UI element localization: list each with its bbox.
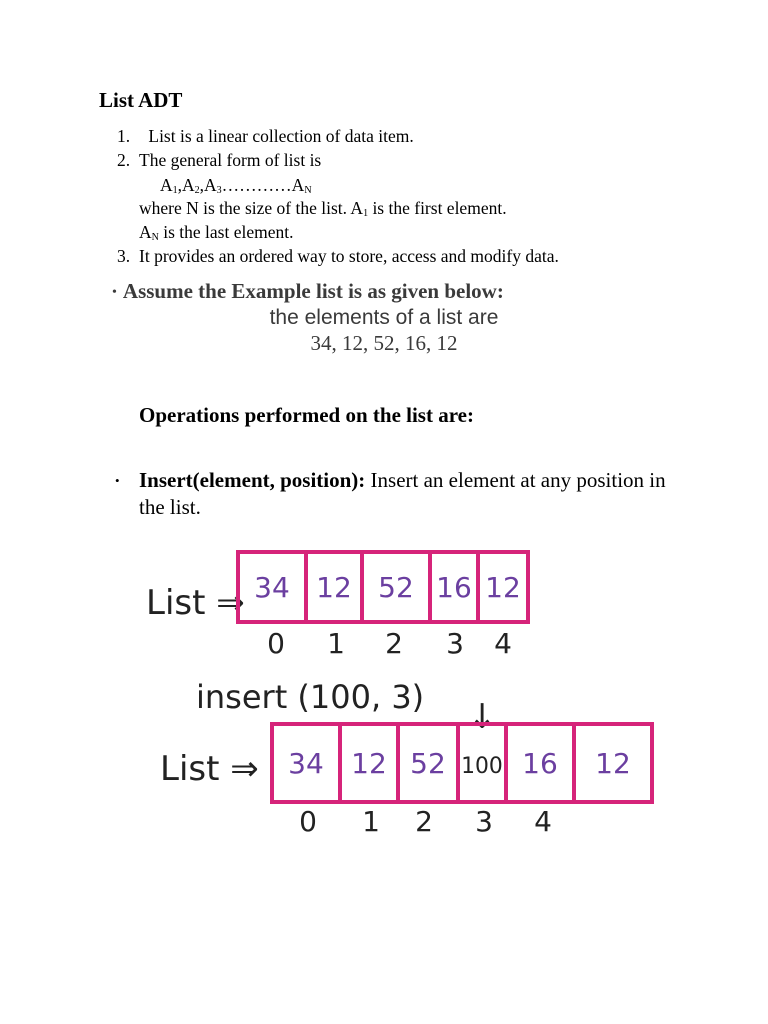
list-index-label: 0: [267, 627, 285, 660]
insert-call-text: insert (100, 3): [196, 678, 425, 716]
last-element-line: $A_N$ is the last element.: [139, 222, 294, 243]
item-text: The general form of list is: [139, 150, 322, 170]
where-line: where N is the size of the list. $A_1$ is the first element.: [139, 198, 507, 219]
item-number: 1.: [117, 126, 131, 146]
list-index-label: 2: [385, 627, 403, 660]
list-index-label: 4: [494, 627, 512, 660]
list-label: List ⇒: [146, 583, 245, 623]
list-cell-value: 52: [378, 571, 414, 605]
insert-description: Insert an element at any position in the list.: [139, 468, 666, 519]
list-index-label: 4: [534, 805, 552, 838]
list-index-label: 3: [446, 627, 464, 660]
list-cell-value: 52: [410, 747, 446, 781]
operations-heading: Operations performed on the list are:: [139, 403, 474, 427]
list1-boxes: [238, 550, 528, 660]
insert-signature: Insert(element, position):: [139, 468, 366, 492]
list-index-label: 1: [327, 627, 345, 660]
list-cell-value: 12: [316, 571, 352, 605]
down-arrow-icon: ↓: [468, 697, 497, 737]
elements-intro: the elements of a list are: [269, 306, 499, 329]
list-label: List ⇒: [160, 749, 259, 789]
item-text: List is a linear collection of data item.: [144, 126, 414, 146]
list-cell-value: 100: [461, 754, 503, 780]
general-form: $A_1,A_2,A_3\dots\dots\dots\dots A_N$: [160, 175, 312, 196]
list-cell-value: 16: [522, 747, 558, 781]
bullet: •: [112, 285, 117, 300]
assume-heading: • Assume the Example list is as given below:: [112, 279, 504, 303]
list-index-label: 1: [362, 805, 380, 838]
list-cell-value: 34: [288, 747, 324, 781]
list-index-label: 0: [299, 805, 317, 838]
list-index-label: 2: [415, 805, 433, 838]
list2-boxes: [272, 722, 652, 838]
list-cell-value: 34: [254, 571, 290, 605]
list-cell-value: 12: [595, 747, 631, 781]
list-cell-value: 12: [351, 747, 387, 781]
item-number: 3.: [117, 246, 131, 266]
item-text: It provides an ordered way to store, access and modify data.: [139, 246, 559, 266]
list-index-label: 3: [475, 805, 493, 838]
list-cell-value: 12: [485, 571, 521, 605]
item-number: 2.: [117, 150, 131, 170]
elements-values: 34, 12, 52, 16, 12: [310, 331, 458, 355]
bullet: •: [115, 473, 120, 488]
list-cell-value: 16: [436, 571, 472, 605]
page-title: List ADT: [99, 88, 183, 112]
